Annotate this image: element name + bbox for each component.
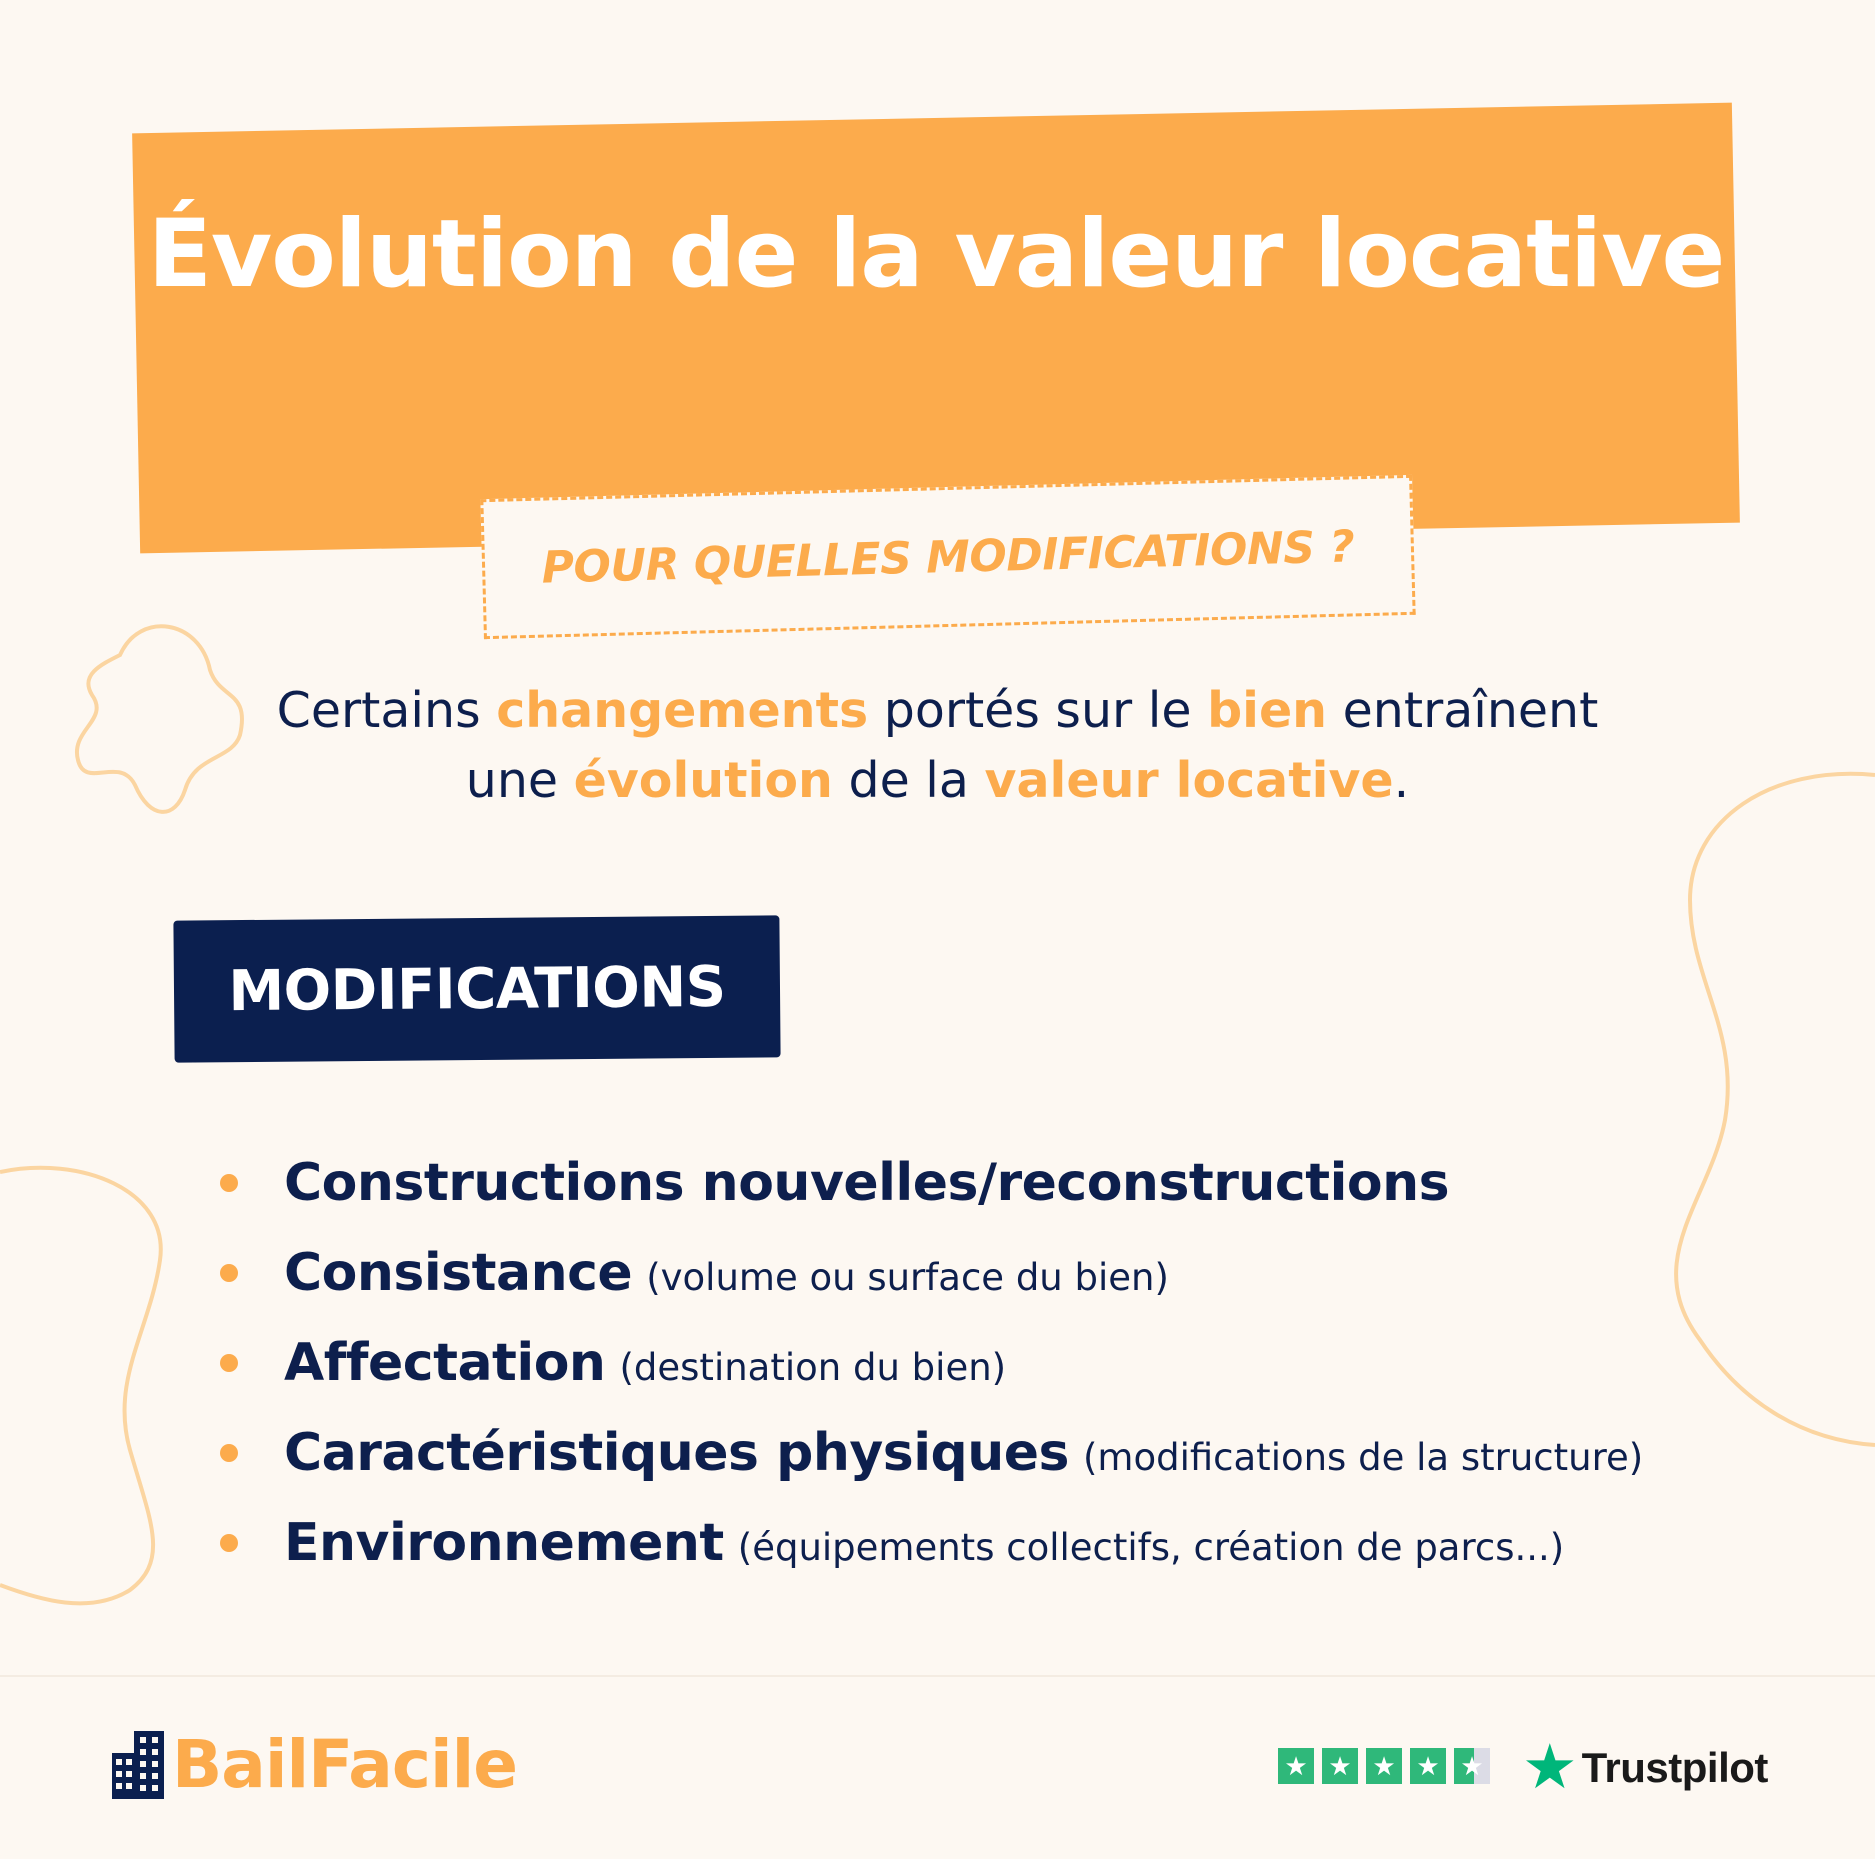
list-item — [220, 1498, 1643, 1588]
trustpilot-logo — [1522, 1733, 1768, 1802]
section-label — [173, 915, 780, 1062]
intro-highlight-bien: bien — [1207, 682, 1328, 739]
star-icon: ★ — [1322, 1748, 1358, 1784]
modification-term: Environnement — [284, 1513, 724, 1573]
page-title: Évolution de la valeur locative — [147, 200, 1725, 309]
modification-note: (destination du bien) — [619, 1345, 1007, 1389]
intro-line1-part1: Certains — [276, 682, 497, 739]
building-icon — [112, 1731, 164, 1799]
star-icon: ★ — [1410, 1748, 1446, 1784]
bullet-icon — [220, 1264, 238, 1282]
modification-note: (modifications de la structure) — [1082, 1435, 1644, 1479]
modification-term: Consistance — [284, 1243, 633, 1303]
modifications-list — [220, 1138, 1643, 1588]
modification-term: Affectation — [284, 1333, 606, 1393]
intro-line2-part3: . — [1393, 752, 1410, 809]
bullet-icon — [220, 1174, 238, 1192]
footer-divider — [0, 1675, 1875, 1677]
intro-line2-part2: de la — [832, 752, 985, 809]
intro-highlight-changements: changements — [496, 682, 869, 739]
list-item — [220, 1228, 1643, 1318]
modification-note: (équipements collectifs, création de parcs...) — [737, 1525, 1565, 1569]
half-star-icon: ★ — [1454, 1748, 1490, 1784]
intro-line2-part1: une — [465, 752, 574, 809]
intro-text — [240, 676, 1635, 816]
subtitle: POUR QUELLES MODIFICATIONS ? — [541, 520, 1355, 594]
title-banner — [132, 103, 1740, 554]
modification-note: (volume ou surface du bien) — [646, 1255, 1169, 1299]
wave-right-decor — [1676, 774, 1875, 1445]
list-item — [220, 1318, 1643, 1408]
blob-left-decor — [77, 626, 242, 812]
modification-term: Caractéristiques physiques — [284, 1423, 1069, 1483]
trustpilot-star-icon: ★ — [1522, 1733, 1578, 1802]
star-icon: ★ — [1278, 1748, 1314, 1784]
intro-highlight-valeur-locative: valeur locative — [984, 752, 1394, 809]
intro-highlight-evolution: évolution — [573, 752, 833, 809]
trustpilot-name: Trustpilot — [1581, 1744, 1768, 1791]
section-label-text: MODIFICATIONS — [228, 954, 726, 1024]
bullet-icon — [220, 1354, 238, 1372]
intro-line1-part2: portés sur le — [868, 682, 1208, 739]
intro-line1-part3: entraînent — [1327, 682, 1599, 739]
list-item — [220, 1408, 1643, 1498]
star-icon: ★ — [1366, 1748, 1402, 1784]
subtitle-box — [480, 475, 1415, 639]
bullet-icon — [220, 1444, 238, 1462]
bullet-icon — [220, 1534, 238, 1552]
brand-name: BailFacile — [172, 1726, 517, 1803]
wave-left-decor — [0, 1168, 161, 1604]
brand-logo — [112, 1726, 517, 1803]
list-item — [220, 1138, 1643, 1228]
rating-stars — [1278, 1748, 1498, 1784]
modification-term: Constructions nouvelles/reconstructions — [284, 1153, 1450, 1213]
